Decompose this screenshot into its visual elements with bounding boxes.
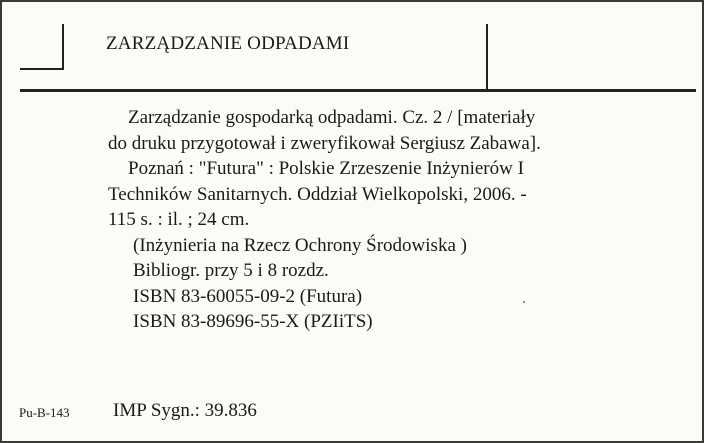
imprint-line-2: Techników Sanitarnych. Oddział Wielkopolski, 2006. - (108, 183, 527, 205)
title-line-2: do druku przygotował i zweryfikował Sergiusz Zabawa]. (108, 132, 541, 154)
shelf-code: Pu-B-143 (19, 405, 70, 420)
horizontal-rule (20, 89, 696, 92)
corner-bracket-mark (20, 24, 64, 70)
catalog-entry (108, 105, 648, 335)
paper-speck (523, 301, 525, 303)
bibliography-note: Bibliogr. przy 5 i 8 rozdz. (133, 260, 329, 281)
imprint-line-1: Poznań : "Futura" : Polskie Zrzeszenie Inżynierów I (128, 158, 524, 179)
subject-heading: ZARZĄDZANIE ODPADAMI (106, 33, 350, 54)
title-line-1: Zarządzanie gospodarką odpadami. Cz. 2 / [materiały (128, 107, 536, 128)
call-number: IMP Sygn.: 39.836 (113, 400, 257, 421)
vertical-divider (486, 24, 488, 90)
isbn-futura: ISBN 83-60055-09-2 (Futura) (133, 285, 363, 307)
imprint-line-3: 115 s. : il. ; 24 cm. (108, 209, 250, 230)
series-note: (Inżynieria na Rzecz Ochrony Środowiska ) (133, 234, 467, 256)
isbn-pziits: ISBN 83-89696-55-X (PZIiTS) (133, 311, 373, 332)
